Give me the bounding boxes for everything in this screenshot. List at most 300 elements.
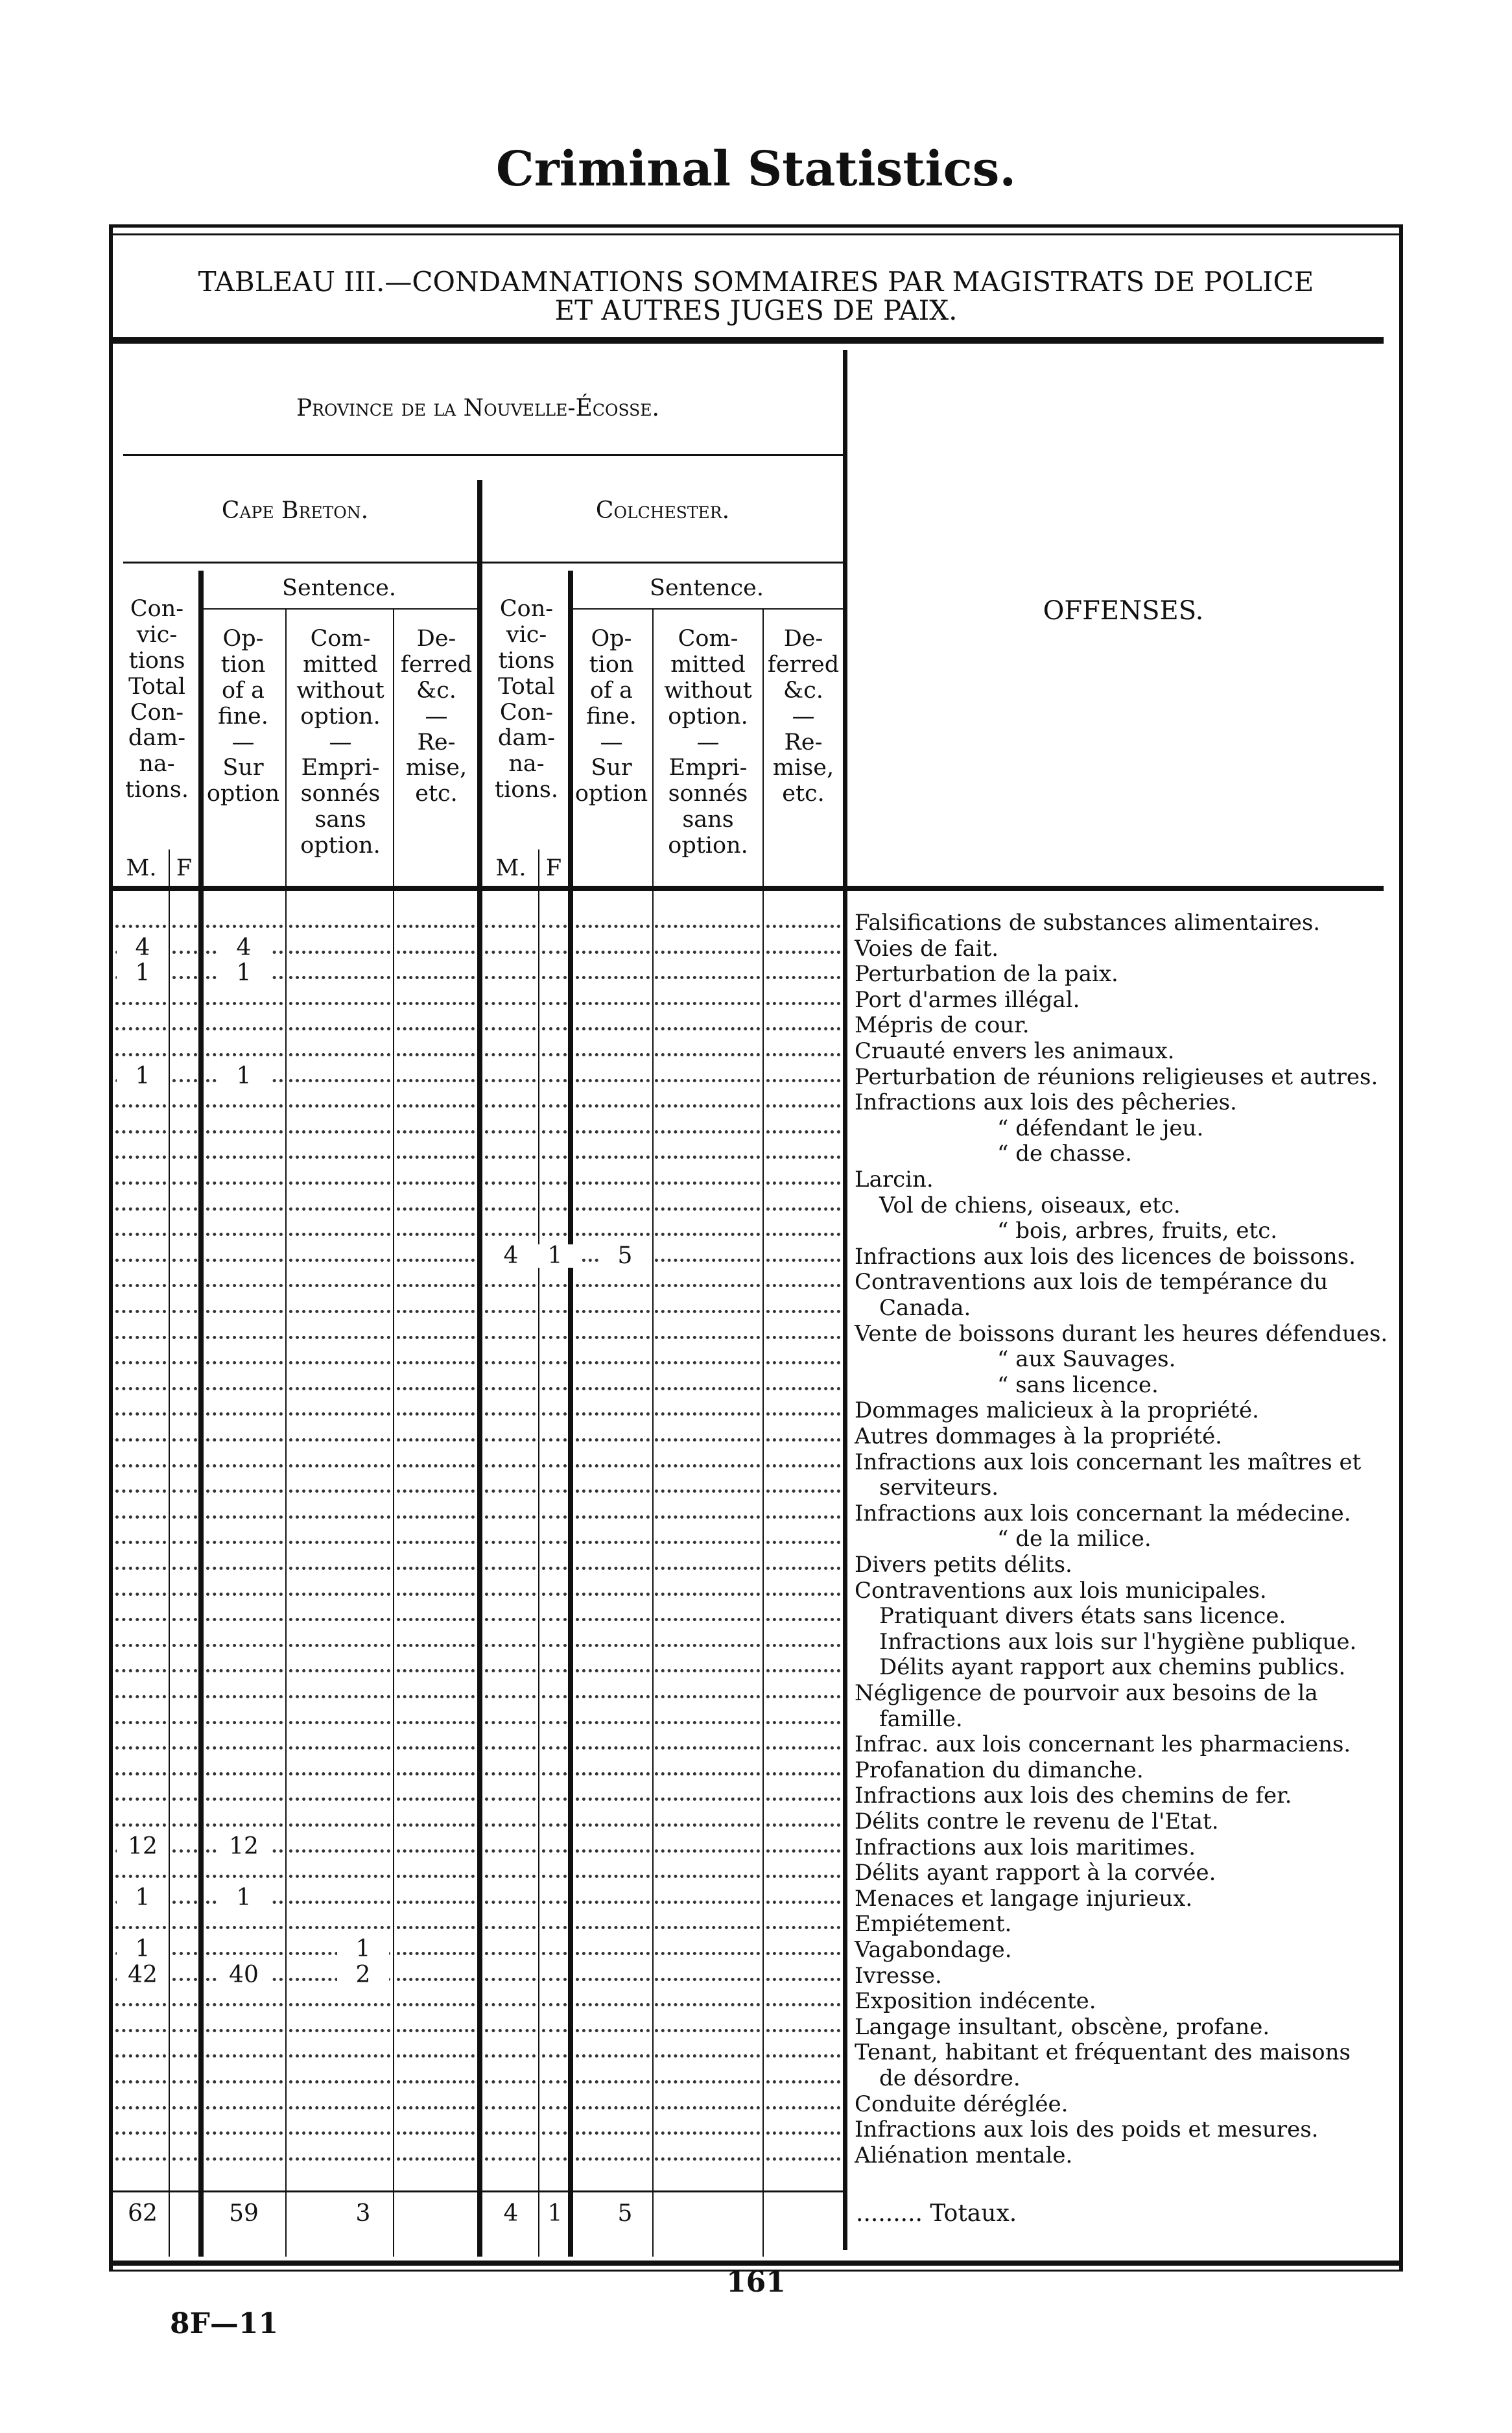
dot-leader — [542, 1156, 567, 1159]
dot-leader — [172, 1952, 197, 1955]
dot-leader — [206, 1233, 283, 1236]
dot-leader — [576, 1002, 650, 1005]
page-title: Criminal Statistics. — [495, 141, 1017, 197]
dot-leader — [766, 1849, 840, 1853]
dot-leader — [485, 2054, 536, 2058]
dot-leader — [115, 1875, 166, 1878]
dot-leader — [655, 1978, 760, 1981]
dot-leader — [485, 2003, 536, 2006]
dot-leader — [289, 1207, 390, 1211]
offense-divider — [843, 350, 847, 2250]
dot-leader — [397, 2080, 475, 2083]
dot-leader — [542, 1875, 567, 1878]
dot-leader — [766, 2131, 840, 2135]
dot-leader — [289, 951, 390, 954]
dot-leader — [485, 1798, 536, 1801]
dot-leader — [576, 2106, 650, 2109]
dot-leader — [485, 1284, 536, 1287]
offense-label: “ de la milice. — [997, 1526, 1152, 1552]
dot-leader — [655, 1284, 760, 1287]
dot-leader — [576, 1849, 650, 1853]
dot-leader — [655, 1823, 760, 1827]
cb-option-value: 12 — [218, 1835, 270, 1858]
district-rule — [123, 562, 843, 564]
bottom-rule — [109, 2261, 1403, 2266]
dot-leader — [655, 1207, 760, 1211]
dot-leader — [766, 1952, 840, 1955]
cb-option-value: 1 — [218, 1065, 270, 1088]
dot-leader — [655, 925, 760, 928]
offense-label: Perturbation de réunions religieuses et autres. — [855, 1063, 1378, 1090]
dot-leader — [576, 1079, 650, 1082]
dot-leader — [655, 1952, 760, 1955]
dot-leader — [397, 1104, 475, 1108]
dot-leader — [289, 1156, 390, 1159]
dot-leader — [576, 1669, 650, 1672]
dot-leader — [289, 1823, 390, 1827]
dot-leader — [397, 1695, 475, 1698]
dot-leader — [115, 2131, 166, 2135]
dot-leader — [766, 1053, 840, 1056]
dot-leader — [172, 1156, 197, 1159]
dot-leader — [172, 1053, 197, 1056]
dot-leader — [172, 1849, 197, 1853]
dot-leader — [655, 2157, 760, 2161]
cb-convictions-header: Con- vic- tions Total Con- dam- na- tions. — [125, 596, 189, 803]
dot-leader — [397, 1926, 475, 1929]
dot-leader — [655, 1464, 760, 1467]
dot-leader — [766, 1978, 840, 1981]
dot-leader — [655, 2029, 760, 2032]
dot-leader — [655, 2131, 760, 2135]
dot-leader — [576, 1798, 650, 1801]
dot-leader — [397, 1489, 475, 1493]
dot-leader — [289, 1259, 390, 1262]
dot-leader — [397, 951, 475, 954]
dot-leader — [115, 2157, 166, 2161]
dot-leader — [206, 2054, 283, 2058]
dot-leader — [289, 1387, 390, 1390]
dot-leader — [115, 1541, 166, 1544]
district-divider — [477, 480, 482, 2257]
dot-leader — [655, 1104, 760, 1108]
offense-label: Infrac. aux lois concernant les pharmaciens. — [855, 1731, 1351, 1758]
dot-leader — [766, 1567, 840, 1570]
dot-leader — [542, 1978, 567, 1981]
dot-leader — [206, 2131, 283, 2135]
dot-leader — [115, 1464, 166, 1467]
dot-leader — [655, 1002, 760, 1005]
dot-leader — [766, 2080, 840, 2083]
dot-leader — [542, 1489, 567, 1493]
dot-leader — [172, 2003, 197, 2006]
frame-right — [1399, 224, 1403, 2271]
dot-leader — [115, 1515, 166, 1519]
dot-leader — [576, 2054, 650, 2058]
dot-leader — [485, 1593, 536, 1596]
dot-leader — [576, 1284, 650, 1287]
offense-label: Tenant, habitant et fréquentant des maisons — [855, 2039, 1351, 2066]
dot-leader — [542, 1849, 567, 1853]
dot-leader — [655, 1079, 760, 1082]
dot-leader — [206, 1181, 283, 1185]
frame-top-rule-thin — [110, 233, 1402, 235]
dot-leader — [542, 976, 567, 979]
dot-leader — [172, 1104, 197, 1108]
dot-leader — [485, 1772, 536, 1775]
dot-leader — [397, 2054, 475, 2058]
cb-option-value: 1 — [218, 962, 270, 985]
dot-leader — [172, 2029, 197, 2032]
dot-leader — [576, 1952, 650, 1955]
dot-leader — [397, 1207, 475, 1211]
dot-leader — [485, 1130, 536, 1133]
dot-leader — [655, 2080, 760, 2083]
dot-leader — [542, 1361, 567, 1364]
dot-leader — [206, 1489, 283, 1493]
dot-leader — [172, 1310, 197, 1313]
dot-leader — [172, 1387, 197, 1390]
offense-label: “ aux Sauvages. — [997, 1346, 1176, 1373]
dot-leader — [172, 1978, 197, 1981]
dot-leader — [655, 1644, 760, 1647]
dot-leader — [542, 1721, 567, 1724]
dot-leader — [206, 1567, 283, 1570]
dot-leader — [542, 1823, 567, 1827]
dot-leader — [576, 1233, 650, 1236]
dot-leader — [289, 925, 390, 928]
dot-leader — [397, 1541, 475, 1544]
dot-leader — [206, 1721, 283, 1724]
dot-leader — [485, 1978, 536, 1981]
dot-leader — [172, 1336, 197, 1339]
dot-leader — [397, 1181, 475, 1185]
dot-leader — [172, 1875, 197, 1878]
dot-leader — [542, 1695, 567, 1698]
dot-leader — [576, 1978, 650, 1981]
offense-label: Perturbation de la paix. — [855, 961, 1118, 988]
dot-leader — [289, 1284, 390, 1287]
dot-leader — [542, 1746, 567, 1750]
dot-leader — [172, 1361, 197, 1364]
dot-leader — [172, 1207, 197, 1211]
dot-leader — [397, 1746, 475, 1750]
dot-leader — [576, 1772, 650, 1775]
dot-leader — [172, 1618, 197, 1621]
cb-committed-header: Com- mitted without option. — Empri- sonnés sans option. — [296, 626, 384, 859]
dot-leader — [766, 1746, 840, 1750]
dot-leader — [766, 1387, 840, 1390]
dot-leader — [289, 1541, 390, 1544]
dot-leader — [576, 1618, 650, 1621]
col-option-divider — [652, 610, 654, 2257]
dot-leader — [115, 1387, 166, 1390]
dot-leader — [766, 1412, 840, 1416]
offense-label: Falsifications de substances alimentaires. — [855, 910, 1321, 936]
offense-label: Infractions aux lois des chemins de fer. — [855, 1783, 1292, 1809]
dot-leader — [289, 2106, 390, 2109]
dot-leader — [542, 1310, 567, 1313]
dot-leader — [485, 1181, 536, 1185]
offense-label: Infractions aux lois des licences de boissons. — [855, 1243, 1356, 1270]
dot-leader — [576, 951, 650, 954]
cb-committed-value: 2 — [337, 1964, 389, 1987]
total-cb-option: 59 — [229, 2200, 259, 2227]
dot-leader — [289, 2003, 390, 2006]
dot-leader — [655, 1181, 760, 1185]
dot-leader — [576, 2157, 650, 2161]
dot-leader — [766, 2029, 840, 2032]
dot-leader — [289, 2157, 390, 2161]
dot-leader — [289, 2054, 390, 2058]
dot-leader — [206, 2106, 283, 2109]
dot-leader — [172, 1259, 197, 1262]
dot-leader — [485, 2131, 536, 2135]
dot-leader — [576, 1721, 650, 1724]
dot-leader — [172, 1515, 197, 1519]
dot-leader — [485, 1079, 536, 1082]
dot-leader — [485, 1926, 536, 1929]
dot-leader — [172, 2157, 197, 2161]
offense-label: Aliénation mentale. — [855, 2142, 1073, 2168]
dot-leader — [397, 1978, 475, 1981]
dot-leader — [289, 1130, 390, 1133]
dot-leader — [766, 1361, 840, 1364]
dot-leader — [576, 1336, 650, 1339]
dot-leader — [542, 1387, 567, 1390]
dot-leader — [655, 951, 760, 954]
dot-leader — [397, 1053, 475, 1056]
dot-leader — [172, 1695, 197, 1698]
dot-leader — [172, 1027, 197, 1030]
dot-leader — [485, 1515, 536, 1519]
dot-leader — [397, 925, 475, 928]
dot-leader — [485, 1002, 536, 1005]
dot-leader — [115, 1567, 166, 1570]
dot-leader — [206, 1823, 283, 1827]
total-col-committed: 5 — [617, 2200, 633, 2227]
dot-leader — [206, 1618, 283, 1621]
dot-leader — [542, 1207, 567, 1211]
offense-label: Délits contre le revenu de l'Etat. — [855, 1809, 1219, 1834]
col-m-header: M. — [495, 855, 526, 881]
header-bottom-rule — [113, 886, 1384, 891]
dot-leader — [206, 1772, 283, 1775]
dot-leader — [542, 1002, 567, 1005]
dot-leader — [542, 1027, 567, 1030]
dot-leader — [115, 1798, 166, 1801]
dot-leader — [115, 1336, 166, 1339]
dot-leader — [576, 1181, 650, 1185]
dot-leader — [655, 1489, 760, 1493]
dot-leader — [172, 1233, 197, 1236]
dot-leader — [397, 1593, 475, 1596]
dot-leader — [115, 1130, 166, 1133]
dot-leader — [115, 1053, 166, 1056]
dot-leader — [576, 1823, 650, 1827]
offense-label: Délits ayant rapport à la corvée. — [855, 1860, 1216, 1886]
dot-leader — [485, 1849, 536, 1853]
dot-leader — [289, 1644, 390, 1647]
dot-leader — [485, 1336, 536, 1339]
dot-leader — [289, 1772, 390, 1775]
dot-leader — [115, 1027, 166, 1030]
dot-leader — [576, 1310, 650, 1313]
signature-mark: 8F—11 — [170, 2307, 279, 2340]
dot-leader — [576, 1053, 650, 1056]
offense-label: Infractions aux lois concernant la médecine. — [855, 1500, 1351, 1526]
dot-leader — [172, 1412, 197, 1416]
dot-leader — [542, 951, 567, 954]
dot-leader — [397, 1002, 475, 1005]
dot-leader — [542, 2131, 567, 2135]
dot-leader — [655, 1901, 760, 1904]
dot-leader — [655, 1310, 760, 1313]
dot-leader — [206, 1412, 283, 1416]
dot-leader — [289, 1849, 390, 1853]
dot-leader — [485, 1541, 536, 1544]
offense-label: Pratiquant divers états sans licence. — [879, 1603, 1286, 1630]
dot-leader — [576, 1027, 650, 1030]
dot-leader — [206, 1259, 283, 1262]
dot-leader — [397, 2157, 475, 2161]
dot-leader — [655, 2054, 760, 2058]
dot-leader — [766, 1515, 840, 1519]
offense-label: Canada. — [879, 1295, 971, 1321]
offense-label: Profanation du dimanche. — [855, 1757, 1144, 1783]
dot-leader — [485, 1644, 536, 1647]
province-rule — [123, 454, 843, 456]
dot-leader — [115, 1233, 166, 1236]
dot-leader — [766, 1669, 840, 1672]
dot-leader — [397, 1515, 475, 1519]
dot-leader — [115, 1438, 166, 1442]
dot-leader — [289, 1926, 390, 1929]
dot-leader — [576, 1104, 650, 1108]
offense-label: Autres dommages à la propriété. — [855, 1423, 1222, 1449]
dot-leader — [576, 1464, 650, 1467]
dot-leader — [206, 1464, 283, 1467]
dot-leader — [397, 2029, 475, 2032]
dot-leader — [206, 1284, 283, 1287]
cb-committed-divider — [393, 610, 394, 2257]
dot-leader — [655, 1669, 760, 1672]
dot-leader — [115, 1104, 166, 1108]
dot-leader — [485, 1156, 536, 1159]
cb-deferred-header: De- ferred &c. — Re- mise, etc. — [400, 626, 473, 807]
dot-leader — [485, 1618, 536, 1621]
dot-leader — [766, 1772, 840, 1775]
cb-option-value: 40 — [218, 1964, 270, 1987]
dot-leader — [485, 925, 536, 928]
total-col-m: 4 — [503, 2200, 519, 2227]
dot-leader — [766, 2157, 840, 2161]
dot-leader — [397, 2131, 475, 2135]
dot-leader — [485, 1669, 536, 1672]
dot-leader — [655, 1027, 760, 1030]
dot-leader — [172, 1130, 197, 1133]
offense-label: Menaces et langage injurieux. — [855, 1885, 1193, 1912]
dot-leader — [485, 2106, 536, 2109]
dot-leader — [289, 1746, 390, 1750]
offense-label: Vente de boissons durant les heures défendues. — [855, 1320, 1388, 1347]
offense-label: Vol de chiens, oiseaux, etc. — [879, 1192, 1181, 1218]
dot-leader — [655, 1233, 760, 1236]
dot-leader — [289, 1515, 390, 1519]
dot-leader — [172, 1669, 197, 1672]
district-cape-breton: Cape Breton. — [221, 497, 369, 524]
dot-leader — [397, 1721, 475, 1724]
dot-leader — [172, 925, 197, 928]
offense-label: serviteurs. — [879, 1475, 999, 1501]
dot-leader — [542, 1412, 567, 1416]
dot-leader — [766, 1181, 840, 1185]
offense-label: Vagabondage. — [855, 1937, 1012, 1963]
dot-leader — [576, 2131, 650, 2135]
dot-leader — [172, 976, 197, 979]
dot-leader — [485, 1489, 536, 1493]
col-sentence-rule — [571, 608, 843, 610]
dot-leader — [655, 1593, 760, 1596]
dot-leader — [397, 2003, 475, 2006]
cb-option-value: 1 — [218, 1886, 270, 1910]
dot-leader — [766, 1541, 840, 1544]
dot-leader — [206, 925, 283, 928]
offense-label: Contraventions aux lois de tempérance du — [855, 1269, 1329, 1296]
dot-leader — [766, 951, 840, 954]
dot-leader — [542, 1130, 567, 1133]
dot-leader — [485, 1464, 536, 1467]
dot-leader — [576, 1926, 650, 1929]
dot-leader — [655, 1515, 760, 1519]
dot-leader — [289, 1618, 390, 1621]
dot-leader — [576, 976, 650, 979]
dot-leader — [655, 1361, 760, 1364]
dot-leader — [397, 1284, 475, 1287]
dot-leader — [766, 1618, 840, 1621]
dot-leader — [206, 1515, 283, 1519]
col-committed-header: Com- mitted without option. — Empri- sonnés sans option. — [664, 626, 752, 859]
dot-leader — [655, 1772, 760, 1775]
dot-leader — [115, 1593, 166, 1596]
dot-leader — [206, 1002, 283, 1005]
cb-option-value: 4 — [218, 936, 270, 960]
dot-leader — [289, 1567, 390, 1570]
dot-leader — [485, 1952, 536, 1955]
dot-leader — [172, 1438, 197, 1442]
dot-leader — [289, 2131, 390, 2135]
dot-leader — [542, 1464, 567, 1467]
dot-leader — [766, 976, 840, 979]
dot-leader — [766, 1027, 840, 1030]
dot-leader — [289, 1593, 390, 1596]
offense-label: de désordre. — [879, 2065, 1021, 2091]
dot-leader — [206, 2080, 283, 2083]
dot-leader — [766, 1233, 840, 1236]
dot-leader — [576, 1901, 650, 1904]
dot-leader — [115, 2003, 166, 2006]
dot-leader — [397, 1156, 475, 1159]
offense-label: Infractions aux lois concernant les maîtres et — [855, 1449, 1362, 1475]
page-number: 161 — [726, 2266, 786, 2299]
province-label: Province de la Nouvelle-Écosse. — [296, 395, 659, 421]
dot-leader — [542, 2106, 567, 2109]
dot-leader — [397, 1233, 475, 1236]
dot-leader — [397, 1387, 475, 1390]
offense-label: “ de chasse. — [997, 1141, 1132, 1167]
dot-leader — [289, 1002, 390, 1005]
cb-f-header: F — [176, 855, 193, 881]
